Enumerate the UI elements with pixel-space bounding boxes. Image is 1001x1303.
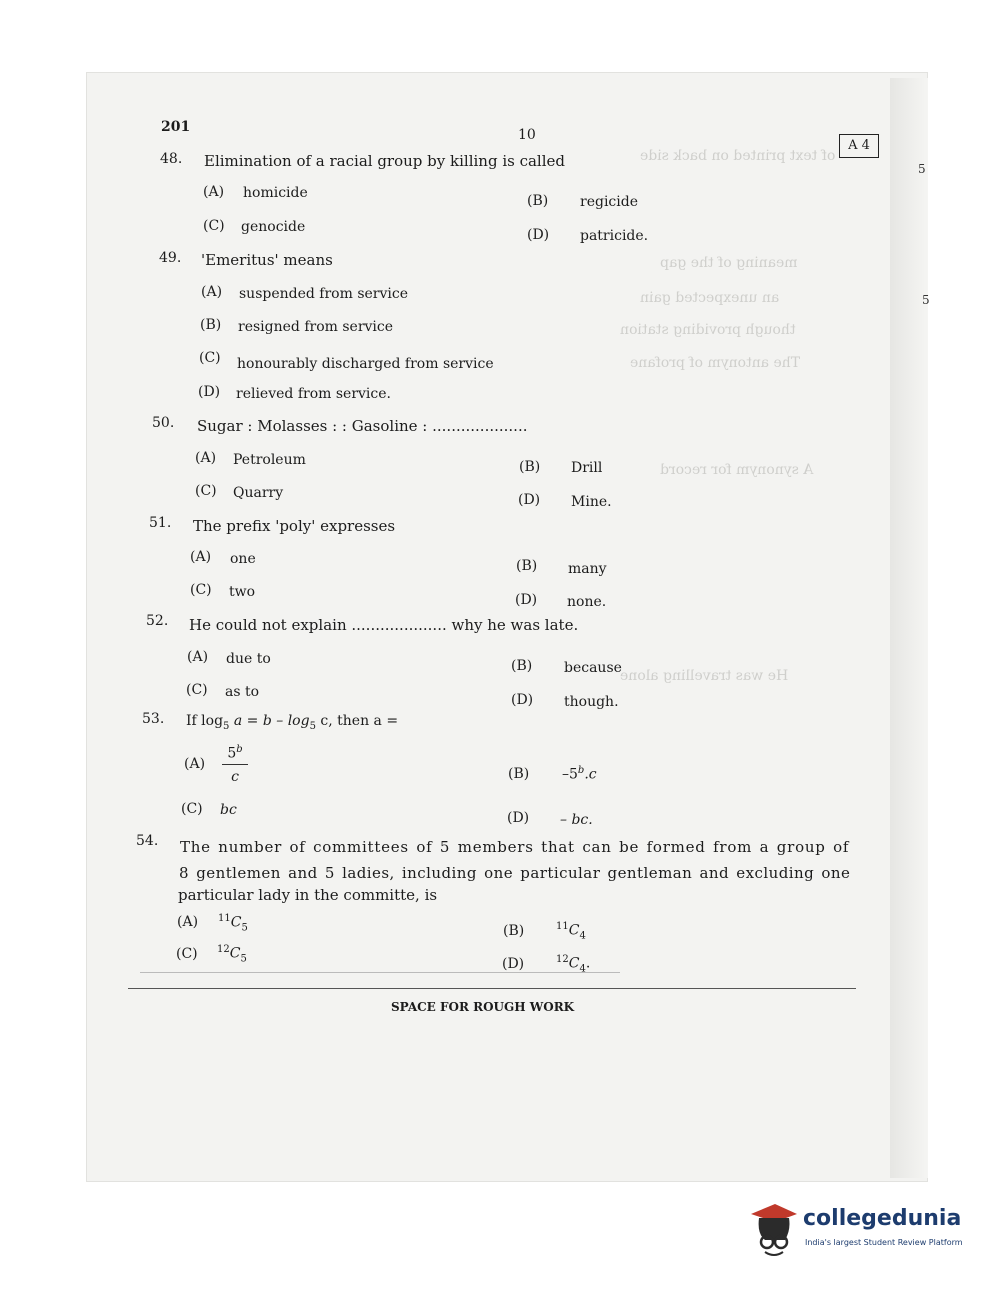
option-text: Drill: [571, 460, 603, 476]
option-label: (A): [187, 649, 209, 665]
option-label: (D): [507, 810, 530, 826]
option-label: (B): [519, 459, 541, 475]
option-text: resigned from service: [238, 319, 394, 335]
option-label: (A): [203, 184, 225, 200]
question-text: He could not explain .................... why he was late.: [189, 616, 579, 634]
option-label: (D): [518, 492, 541, 508]
option-label: (D): [198, 384, 221, 400]
graduate-mascot-icon: [745, 1200, 799, 1260]
question-number: 50.: [152, 415, 175, 431]
fraction-option-a: $\frac{5^b}{c}$: [222, 744, 248, 785]
question-text: The prefix 'poly' expresses: [193, 517, 396, 535]
question-number: 49.: [159, 250, 182, 266]
option-label: (A): [201, 284, 223, 300]
option-text: one: [230, 551, 256, 567]
question-text: 'Emeritus' means: [201, 251, 333, 269]
question-number: 53.: [142, 711, 165, 727]
option-label: (A): [184, 756, 206, 772]
question-number: 54.: [136, 833, 159, 849]
option-text: genocide: [241, 219, 306, 235]
option-label: (C): [181, 801, 203, 817]
option-text: regicide: [580, 194, 638, 210]
option-label: (D): [515, 592, 538, 608]
option-label: (B): [527, 193, 549, 209]
question-text: Sugar : Molasses : : Gasoline : ....................: [197, 417, 528, 435]
question-number: 48.: [160, 151, 183, 167]
option-label: (C): [195, 483, 217, 499]
option-label: (C): [203, 218, 225, 234]
side-mark: 5: [918, 162, 926, 176]
option-text: $^{12}C_4$.: [556, 954, 591, 975]
question-text: Elimination of a racial group by killing is called: [204, 152, 566, 170]
option-text: Petroleum: [233, 452, 306, 468]
option-text: though.: [564, 694, 619, 710]
option-label: (C): [186, 682, 208, 698]
sheet-edge: [890, 78, 928, 1178]
logo-wordmark: collegedunia: [803, 1206, 962, 1231]
option-text: due to: [226, 651, 271, 667]
option-label: (A): [190, 549, 212, 565]
question-text-line: The number of committees of 5 members that can be formed from a group of: [180, 838, 850, 856]
question-text-line: particular lady in the committe, is: [178, 886, 438, 904]
question-text-line: 8 gentlemen and 5 ladies, including one particular gentleman and excluding one: [179, 864, 851, 882]
option-text: because: [564, 660, 622, 676]
option-label: (B): [508, 766, 530, 782]
option-text: $^{11}C_5$: [218, 913, 248, 934]
option-text: none.: [567, 594, 607, 610]
option-text: bc: [220, 802, 237, 818]
side-mark: 5: [922, 293, 930, 307]
option-label: (B): [516, 558, 538, 574]
collegedunia-logo: [745, 1200, 965, 1260]
option-text: suspended from service: [239, 286, 409, 302]
option-text: – bc.: [560, 812, 593, 828]
option-text: many: [568, 561, 607, 577]
booklet-series-box: A 4: [839, 134, 879, 158]
option-label: (D): [502, 956, 525, 972]
option-text: relieved from service.: [236, 386, 391, 402]
question-text: If $\log_5 a = b - \log_5 c$, then a =: [186, 713, 399, 732]
option-label: (A): [195, 450, 217, 466]
option-text: as to: [225, 684, 260, 700]
page-number: 10: [518, 127, 536, 143]
option-text: Mine.: [571, 494, 612, 510]
option-label: (A): [177, 914, 199, 930]
paper-code: 201: [161, 119, 191, 135]
option-label: (D): [511, 692, 534, 708]
option-label: (C): [190, 582, 212, 598]
divider: [140, 972, 620, 973]
option-text: $^{12}C_5$: [217, 944, 247, 965]
question-number: 51.: [149, 515, 172, 531]
option-text: homicide: [243, 185, 308, 201]
option-text: honourably discharged from service: [237, 356, 494, 372]
divider: [128, 988, 856, 989]
logo-tagline: India's largest Student Review Platform: [805, 1238, 963, 1247]
option-label: (B): [503, 923, 525, 939]
rough-work-label: SPACE FOR ROUGH WORK: [391, 1000, 575, 1014]
option-text: patricide.: [580, 228, 649, 244]
option-text: two: [229, 584, 256, 600]
option-text: –5$^b$.c: [562, 765, 597, 783]
option-label: (B): [511, 658, 533, 674]
option-text: Quarry: [233, 485, 284, 501]
option-label: (D): [527, 227, 550, 243]
option-label: (C): [199, 350, 221, 366]
option-label: (C): [176, 946, 198, 962]
option-label: (B): [200, 317, 222, 333]
option-text: $^{11}C_4$: [556, 921, 586, 942]
question-number: 52.: [146, 613, 169, 629]
